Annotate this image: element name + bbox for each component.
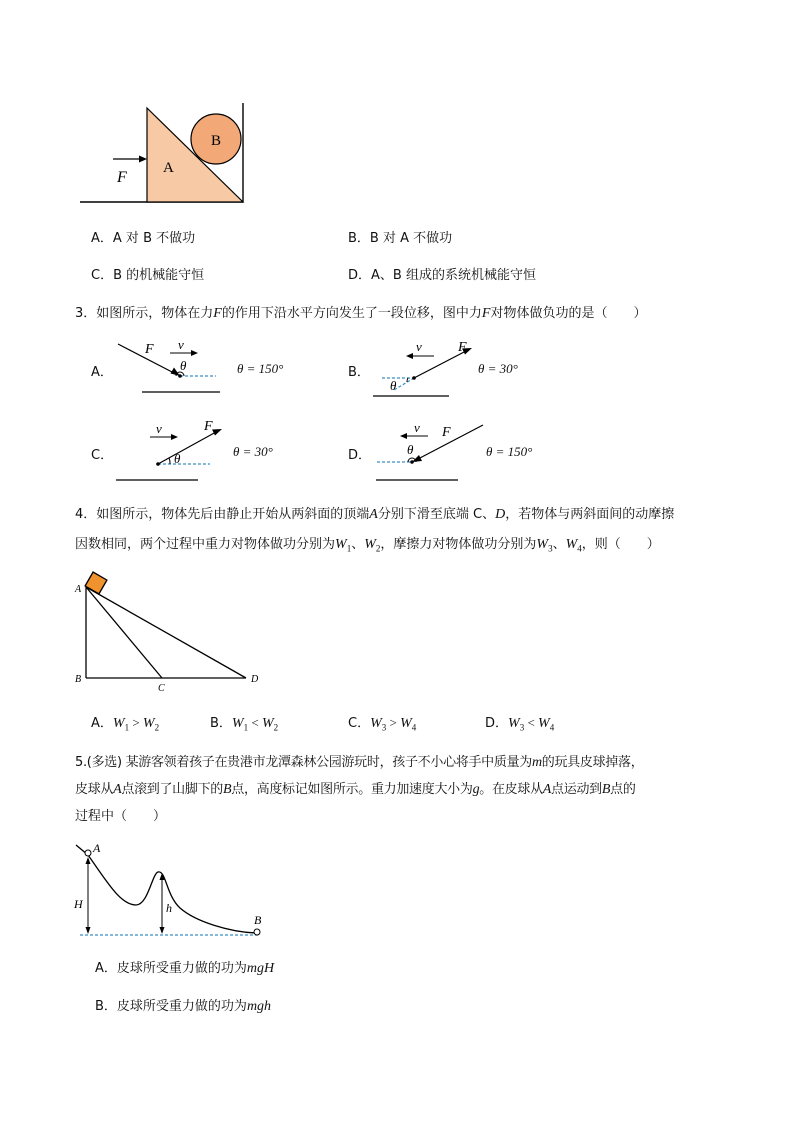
q3-option-b-angle: θ = 30° — [478, 361, 518, 376]
ball-a — [85, 850, 91, 856]
q3-option-a-figure[interactable] — [112, 338, 232, 398]
q4-figure — [70, 570, 270, 695]
q2-option-d[interactable]: D．A、B 组成的系统机械能守恒 — [348, 268, 536, 283]
q3-stem: 3．如图所示，物体在力F的作用下沿水平方向发生了一段位移，图中力F对物体做负功的是（ ） — [75, 306, 647, 321]
q4-option-a[interactable]: A．$W_1 > W_2$ — [91, 715, 160, 733]
theta-label: θ — [390, 378, 397, 393]
q4-option-c[interactable]: C．$W_3 > W_4$ — [348, 715, 417, 733]
hill-curve — [76, 845, 256, 933]
q3-option-c-letter[interactable]: C． — [91, 448, 114, 463]
q2-figure — [75, 100, 255, 210]
label-a: A — [163, 160, 174, 176]
q4-option-d[interactable]: D．$W_3 < W_4$ — [485, 715, 555, 733]
velocity-label: v — [414, 420, 420, 435]
svg-text:D: D — [251, 674, 259, 685]
q3-option-c-angle: θ = 30° — [233, 444, 273, 459]
q3-option-b-letter[interactable]: B． — [348, 365, 370, 380]
q3-option-a-angle: θ = 150° — [237, 361, 284, 376]
svg-text:h: h — [166, 901, 172, 915]
q5-option-a[interactable]: A．皮球所受重力做的功为mgH — [95, 961, 275, 976]
theta-label: θ — [180, 358, 187, 373]
force-label: F — [458, 340, 467, 355]
svg-text:A: A — [75, 584, 82, 595]
svg-text:B: B — [75, 674, 82, 685]
q2-option-c[interactable]: C．B 的机械能守恒 — [91, 268, 205, 283]
velocity-label: v — [156, 421, 162, 436]
svg-text:A: A — [93, 841, 101, 855]
q4-stem: 4．如图所示，物体先后由静止开始从两斜面的顶端A分别下滑至底端 C、D，若物体与两斜面间的动摩擦 因数相同，两个过程中重力对物体做功分别为$W_1$、$W_2$，摩擦力对物体做功分别为$W_3$、$W_4$，则（ ） — [75, 507, 675, 554]
label-b: B — [211, 133, 222, 149]
svg-text:H: H — [74, 897, 83, 911]
theta-label: θ — [174, 451, 181, 466]
q4-option-b[interactable]: B．$W_1 < W_2$ — [210, 715, 279, 733]
svg-text:C: C — [158, 683, 165, 694]
ball-b — [254, 929, 260, 935]
svg-text:B: B — [254, 913, 262, 927]
force-label: F — [442, 425, 451, 440]
q3-option-b-figure[interactable] — [370, 338, 480, 402]
q3-option-a-letter[interactable]: A． — [91, 365, 113, 380]
force-label: F — [145, 342, 154, 357]
force-label: F — [204, 419, 213, 434]
label-f: F — [117, 169, 127, 186]
q3-option-d-letter[interactable]: D． — [348, 448, 372, 463]
theta-label: θ — [407, 442, 414, 457]
q3-option-c-figure[interactable] — [112, 417, 232, 487]
q5-figure — [70, 840, 280, 942]
velocity-label: v — [178, 338, 184, 352]
q3-option-d-angle: θ = 150° — [486, 444, 533, 459]
q5-option-b[interactable]: B．皮球所受重力做的功为mgh — [95, 999, 272, 1014]
q5-stem: 5.(多选) 某游客领着孩子在贵港市龙潭森林公园游玩时，孩子不小心将手中质量为m的玩具皮球掉落， 皮球从A点滚到了山脚下的B点，高度标记如图所示。重力加速度大小为g。在皮球从A点运动到B点的 过程中（ ） — [75, 755, 644, 824]
q3-option-d-figure[interactable] — [370, 417, 490, 487]
q2-option-b[interactable]: B．B 对 A 不做功 — [348, 231, 453, 246]
q2-option-a[interactable]: A．A 对 B 不做功 — [91, 231, 196, 246]
velocity-label: v — [416, 339, 422, 354]
